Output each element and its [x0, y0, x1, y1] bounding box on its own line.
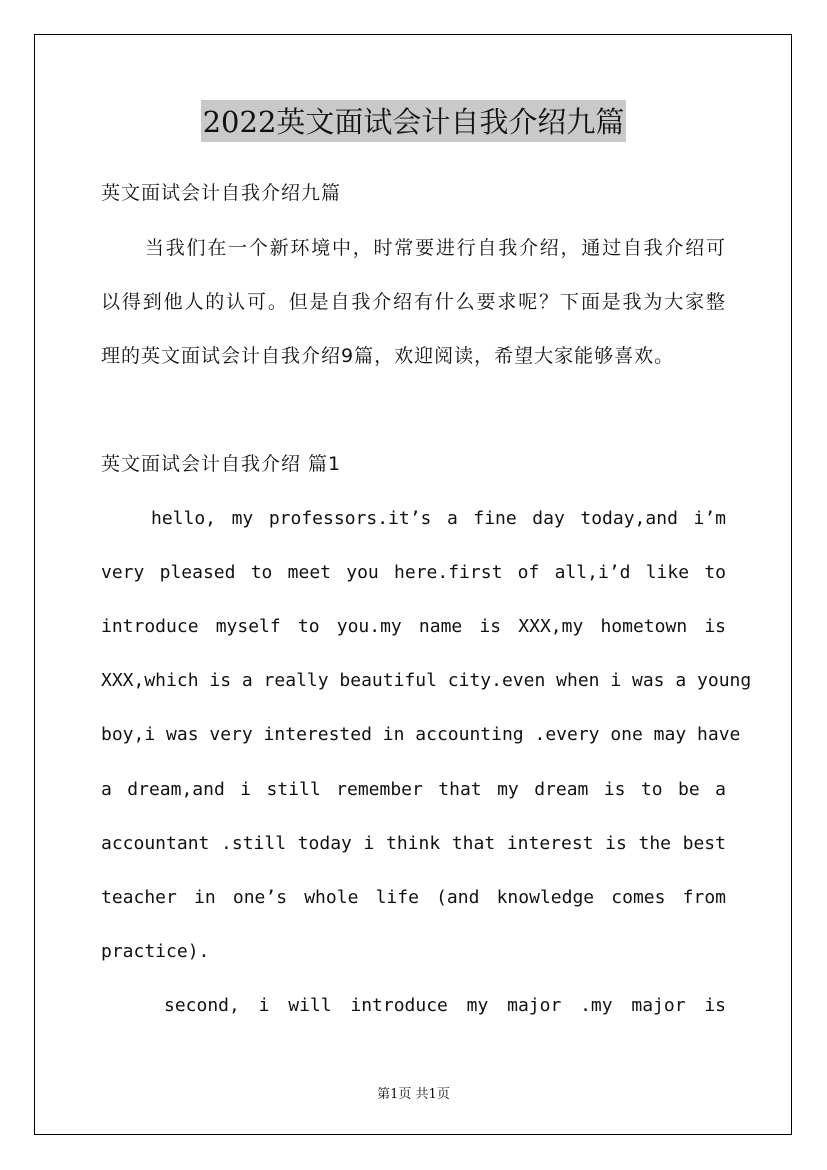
body-line: XXX,which is a really beautiful city.even when i was a young [101, 670, 752, 691]
intro-line: 当我们在一个新环境中，时常要进行自我介绍，通过自我介绍可 [145, 237, 726, 259]
intro-line: 理的英文面试会计自我介绍9篇，欢迎阅读，希望大家能够喜欢。 [101, 345, 675, 367]
document-title: 2022英文面试会计自我介绍九篇 [201, 100, 627, 142]
body-line: a dream,and i still remember that my dream is to be a [101, 779, 726, 800]
body-line: practice). [101, 941, 210, 962]
subtitle: 英文面试会计自我介绍九篇 [101, 182, 342, 204]
intro-line: 以得到他人的认可。但是自我介绍有什么要求呢？下面是我为大家整 [101, 291, 726, 313]
section-heading: 英文面试会计自我介绍 篇1 [101, 453, 342, 475]
title-container [0, 100, 827, 142]
body-line: second, i will introduce my major .my major is [164, 995, 726, 1016]
page-footer: 第1页 共1页 [377, 1087, 450, 1102]
body-line: hello, my professors.it’s a fine day today,and i’m [151, 508, 726, 529]
body-line: boy,i was very interested in accounting .every one may have [101, 724, 741, 745]
body-line: teacher in one’s whole life (and knowledge comes from [101, 887, 726, 908]
body-line: introduce myself to you.my name is XXX,my hometown is [101, 616, 726, 637]
body-line: very pleased to meet you here.first of all,i’d like to [101, 562, 726, 583]
body-line: accountant .still today i think that interest is the best [101, 833, 726, 854]
